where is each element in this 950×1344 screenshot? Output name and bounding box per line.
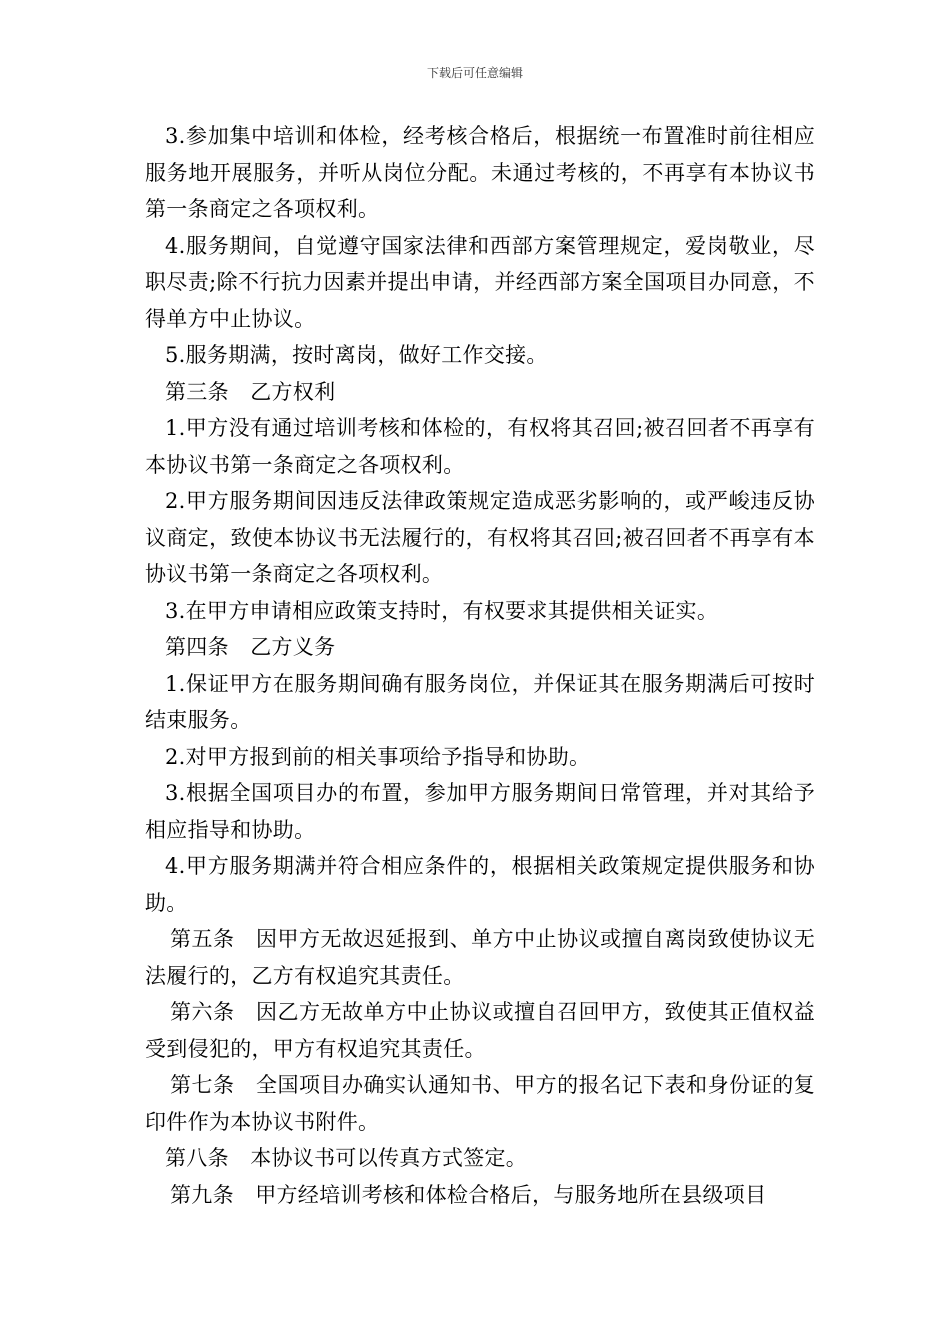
page-header-note: 下载后可任意编辑 xyxy=(426,66,523,80)
article-heading-4: 第四条 乙方义务 xyxy=(165,635,336,659)
article-8: 第八条 本协议书可以传真方式签定。 xyxy=(165,1146,528,1170)
article-5: 第五条 因甲方无故迟延报到、单方中止协议或擅自离岗致使协议无法履行的，乙方有权追究其责任。 xyxy=(145,927,815,988)
article-9: 第九条 甲方经培训考核和体检合格后，与服务地所在县级项目 xyxy=(170,1182,767,1207)
article-6: 第六条 因乙方无故单方中止协议或擅自召回甲方，致使其正值权益受到侵犯的，甲方有权追究其责任。 xyxy=(145,1000,815,1061)
paragraph-2: 4.服务期间，自觉遵守国家法律和西部方案管理规定，爱岗敬业，尽职尽责;除不行抗力因素并提出申请，并经西部方案全国项目办同意，不得单方中止协议。 xyxy=(145,233,815,331)
paragraph-7: 3.在甲方申请相应政策支持时，有权要求其提供相关证实。 xyxy=(165,598,719,623)
paragraph-10: 2.对甲方报到前的相关事项给予指导和协助。 xyxy=(165,744,591,769)
paragraph-6: 2.甲方服务期间因违反法律政策规定造成恶劣影响的，或严峻违反协议商定，致使本协议书无法履行的，有权将其召回;被召回者不再享有本协议书第一条商定之各项权利。 xyxy=(145,489,815,586)
article-heading-3: 第三条 乙方权利 xyxy=(165,379,336,404)
article-7: 第七条 全国项目办确实认通知书、甲方的报名记下表和身份证的复印件作为本协议书附件。 xyxy=(145,1073,815,1134)
paragraph-5: 1.甲方没有通过培训考核和体检的，有权将其召回;被召回者不再享有本协议书第一条商定之各项权利。 xyxy=(145,416,815,477)
paragraph-9: 1.保证甲方在服务期间确有服务岗位，并保证其在服务期满后可按时结束服务。 xyxy=(145,671,815,732)
paragraph-12: 4.甲方服务期满并符合相应条件的，根据相关政策规定提供服务和协助。 xyxy=(145,854,815,915)
paragraph-1: 3.参加集中培训和体检，经考核合格后，根据统一布置准时前往相应服务地开展服务，并听从岗位分配。未通过考核的，不再享有本协议书第一条商定之各项权利。 xyxy=(145,124,815,221)
document-body xyxy=(145,118,815,1213)
paragraph-3: 5.服务期满，按时离岗，做好工作交接。 xyxy=(165,343,548,367)
paragraph-11: 3.根据全国项目办的布置，参加甲方服务期间日常管理，并对其给予相应指导和协助。 xyxy=(145,781,815,842)
